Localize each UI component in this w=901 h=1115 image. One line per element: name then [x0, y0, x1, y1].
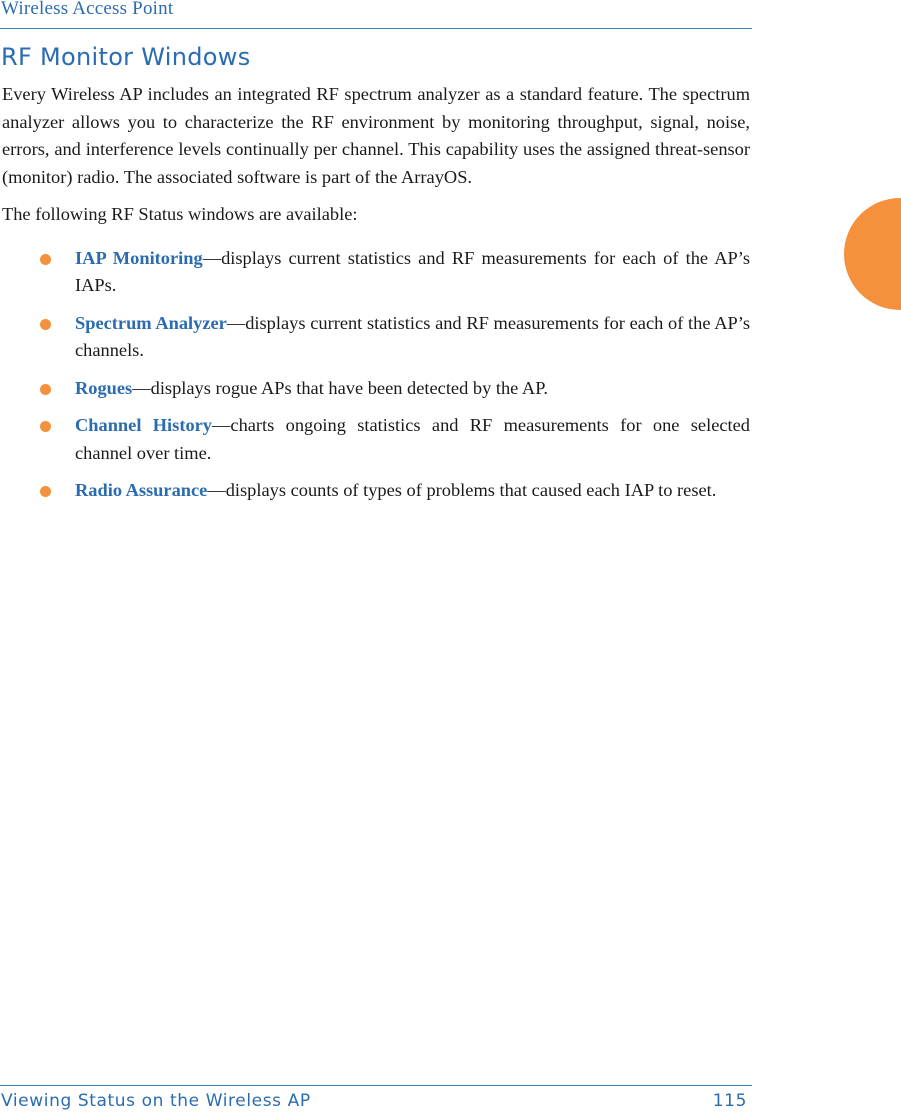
list-item: [2, 245, 750, 300]
section-title: RF Monitor Windows: [1, 43, 251, 71]
list-item-text: —displays current statistics and RF measurements for each of the AP’s IAPs.: [75, 247, 750, 295]
list-item: [2, 375, 750, 403]
page-footer: [0, 1085, 752, 1115]
bullet-icon: [40, 384, 51, 395]
list-item-text: —displays rogue APs that have been detected by the AP.: [132, 377, 548, 398]
list-item-term: Rogues: [75, 377, 133, 398]
bullet-icon: [40, 486, 51, 497]
list-item-term: IAP Monitoring: [75, 247, 203, 268]
page-header: [0, 0, 752, 29]
list-item-term: Radio Assurance: [75, 480, 208, 500]
list-item-text: —displays counts of types of problems that caused each IAP to reset.: [207, 480, 717, 500]
rf-status-window-list: [2, 245, 750, 505]
list-item: [2, 477, 750, 505]
header-title: Wireless Access Point: [1, 0, 174, 19]
list-item-term: Channel History: [75, 415, 213, 435]
list-item: [2, 412, 750, 467]
chapter-tab-marker: [844, 198, 901, 310]
list-item-text: —displays current statistics and RF measurements for each of the AP’s channels.: [75, 312, 750, 360]
page-content: [2, 81, 750, 515]
list-item-term: Spectrum Analyzer: [75, 312, 227, 333]
list-lead-paragraph: The following RF Status windows are available:: [2, 204, 358, 224]
bullet-icon: [40, 319, 51, 330]
bullet-icon: [40, 254, 51, 265]
page-number: 115: [712, 1091, 747, 1111]
footer-section-title: Viewing Status on the Wireless AP: [1, 1091, 311, 1111]
list-item: [2, 310, 750, 365]
intro-paragraph: Every Wireless AP includes an integrated RF spectrum analyzer as a standard feature. The spectrum analyzer allows you to characterize the RF environment by monitoring throughput, signal, noise, errors, and interference levels continually per channel. This capability uses the assigned threat-sensor (monitor) radio. The associated software is part of the ArrayOS.: [2, 84, 750, 187]
bullet-icon: [40, 421, 51, 432]
list-item-text: —charts ongoing statistics and RF measurements for one selected channel over time.: [75, 415, 750, 463]
